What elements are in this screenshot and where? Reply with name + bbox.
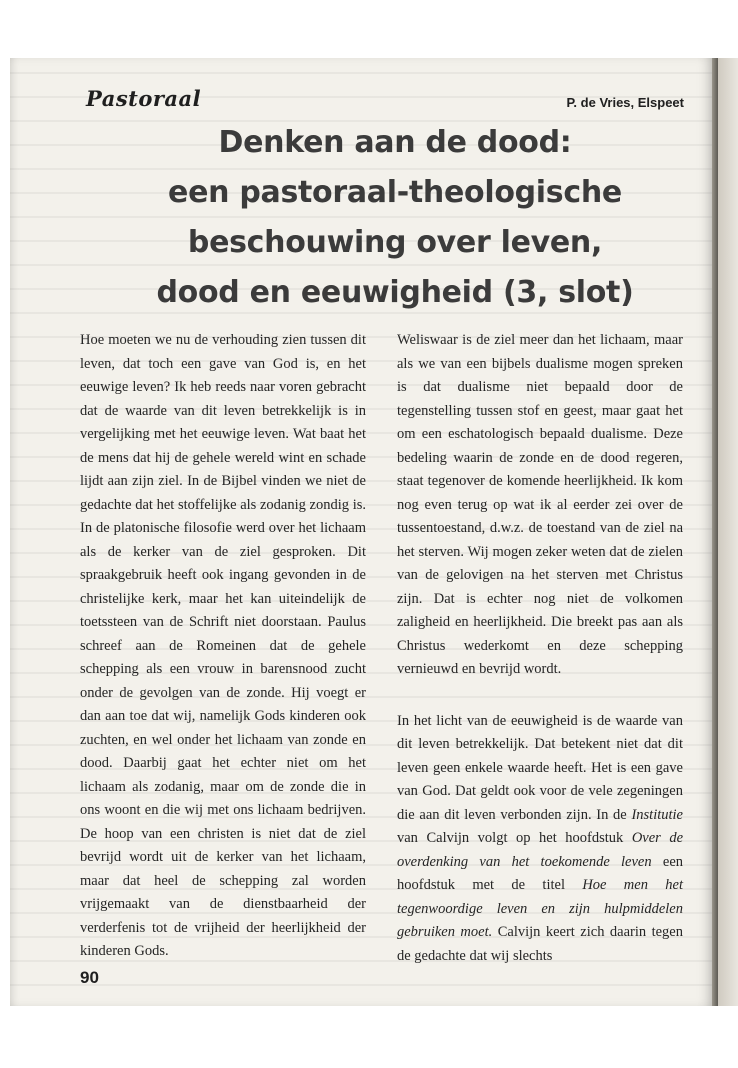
title-line: Denken aan de dood: [218, 125, 572, 160]
title-line: een pastoraal-theologische [168, 175, 622, 210]
text-run: een hoofdstuk met de titel [397, 853, 683, 893]
book-title-institutie: Institutie [631, 806, 683, 823]
text-run: In het licht van de eeuwigheid is de waarde van dit leven betrekkelijk. Dat betekent niet dat dit leven geen enkele waarde heeft. Het is een gave van God. Dat geldt ook voor de vele zegeningen die aan dit leven verbonden zijn. In de [397, 712, 683, 823]
chapter-title: Hoe men het tegenwoordige leven en zijn hulpmiddelen gebruiken moet. [397, 877, 684, 940]
body-paragraph: Weliswaar is de ziel meer dan het lichaam, maar als we van een bijbels dualisme mogen spreken is dat dualisme niet bepaald door de tegenstelling tussen stof en geest, maar gaat het om een eschatologisch bepaald dualisme. Deze bedeling waarin de zonde en de dood regeren, staat tegenover de komende heerlijkheid. Ik kom nog even terug op wat ik al eerder zei over de tussentoestand, d.w.z. de toestand van de ziel na het sterven. Wij mogen zeker weten dat de zielen van de gelovigen na het sterven met Christus zijn. Dat is echter nog niet de volkomen zaligheid en heerlijkheid. Die breekt pas aan als Christus wederkomt en deze schepping vernieuwd en bevrijd wordt. [397, 332, 683, 677]
article-title [90, 118, 700, 318]
title-line: dood en eeuwigheid (3, slot) [156, 275, 634, 310]
page-number: 90 [80, 968, 99, 987]
text-run: Calvijn keert zich daarin tegen de gedachte dat wij slechts [397, 924, 683, 964]
text-run: van Calvijn volgt op het hoofdstuk [397, 830, 632, 846]
body-paragraph [397, 710, 683, 969]
right-column [397, 329, 683, 968]
chapter-title: Over de overdenking van het toekomende leven [397, 830, 684, 870]
title-line: beschouwing over leven, [187, 225, 603, 260]
body-paragraph: Hoe moeten we nu de verhouding zien tussen dit leven, dat toch een gave van God is, en het eeuwige leven? Ik heb reeds naar voren gebracht dat de waarde van dit leven betrekkelijk is in vergelijking met het eeuwige leven. Wat baat het de mens dat hij de gehele wereld wint en schade lijdt aan zijn ziel. In de Bijbel vinden we niet de gedachte dat het stoffelijke als zodanig zondig is. In de platonische filosofie werd over het lichaam als de kerker van de ziel gesproken. Dit spraakgebruik heeft ook ingang gevonden in de christelijke kerk, maar het kan uiteindelijk de toetssteen van de Schrift niet doorstaan. Paulus schreef aan de Romeinen dat de gehele schepping als een vrouw in barensnood zucht onder de gevolgen van de zonde. Hij voegt er dan aan toe dat wij, namelijk Gods kinderen ook zuchten, en wel onder het lichaam van zonde en dood. Daarbij gaat het echter niet om het lichaam als zodanig, maar om de zonde die in ons woont en die wij met ons lichaam bedrijven. De hoop van een christen is niet dat de ziel bevrijd wordt uit de kerker van het lichaam, maar dat heel de schepping zal worden vrijgemaakt van de dienstbaarheid der verderfenis tot de vrijheid der heerlijkheid der kinderen Gods. [80, 332, 366, 959]
left-column [80, 329, 366, 964]
author-byline: P. de Vries, Elspeet [566, 95, 684, 110]
section-title: Pastoraal [86, 86, 202, 111]
next-page-edge [718, 58, 738, 1006]
